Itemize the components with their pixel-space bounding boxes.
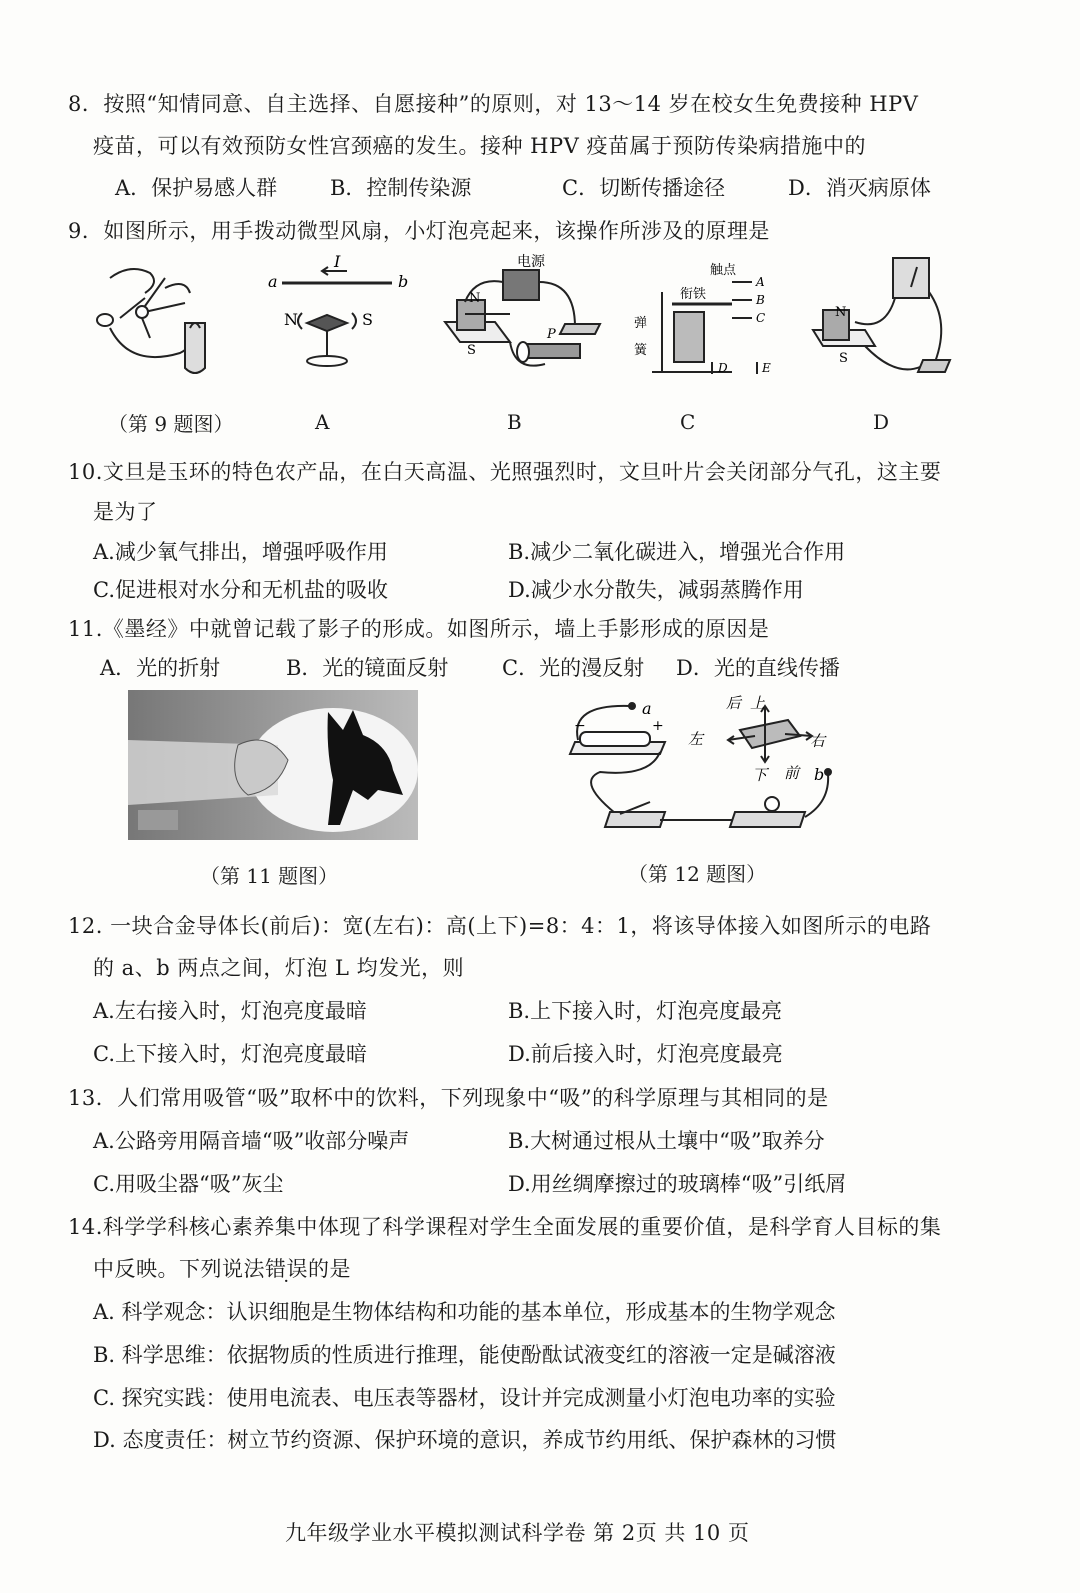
fig-a-label-s: S xyxy=(362,310,373,329)
fig-c-label-e: E xyxy=(762,361,771,375)
q12-label-b: b xyxy=(814,765,825,784)
q12-label-minus: − xyxy=(574,718,586,734)
q12-option-c: C.上下接入时，灯泡亮度最暗 xyxy=(93,1042,367,1066)
q8-option-a: A．保护易感人群 xyxy=(115,176,278,200)
q12-label-up: 上 xyxy=(750,694,766,712)
q12-caption: （第 12 题图） xyxy=(628,862,767,886)
q10-stem-line2: 是为了 xyxy=(93,500,158,524)
q14-stem-pre: 中反映。下列说法 xyxy=(93,1257,265,1281)
q13-option-c: C.用吸尘器“吸”灰尘 xyxy=(93,1172,284,1196)
fig-a-label-i: I xyxy=(334,255,341,271)
q8-option-b: B．控制传染源 xyxy=(330,176,472,200)
fig-b-label-n: N xyxy=(469,291,481,306)
fig-c-label-spring2: 簧 xyxy=(634,343,648,358)
q14-emphasis-wrong: 错误 xyxy=(265,1257,308,1281)
q14-option-a: A. 科学观念：认识细胞是生物体结构和功能的基本单位，形成基本的生物学观念 xyxy=(93,1300,836,1324)
q14-option-c: C. 探究实践：使用电流表、电压表等器材，设计并完成测量小灯泡电功率的实验 xyxy=(93,1386,836,1410)
q10-option-d: D.减少水分散失，减弱蒸腾作用 xyxy=(508,578,804,602)
fig-a-label-a: a xyxy=(268,272,278,291)
fig-b-label-s: S xyxy=(467,343,476,358)
q9-figure-d xyxy=(805,252,955,387)
fig-a-label-b: b xyxy=(398,272,409,291)
q12-option-b: B.上下接入时，灯泡亮度最亮 xyxy=(508,999,783,1023)
q8-stem-line1: 8．按照“知情同意、自主选择、自愿接种”的原则，对 13～14 岁在校女生免费接种 HPV xyxy=(68,92,919,116)
q8-stem-line2: 疫苗，可以有效预防女性宫颈癌的发生。接种 HPV 疫苗属于预防传染病措施中的 xyxy=(93,134,866,158)
q12-label-back: 后 xyxy=(726,694,742,712)
q11-option-c: C．光的漫反射 xyxy=(502,656,645,680)
fig-c-label-b: B xyxy=(756,293,765,307)
q9-figure-b xyxy=(435,252,610,382)
q10-option-a: A.减少氧气排出，增强呼吸作用 xyxy=(93,540,388,564)
fig-d-label-n: N xyxy=(835,305,847,320)
q9-figure-c-label: C xyxy=(680,410,696,434)
q11-option-a: A．光的折射 xyxy=(100,656,221,680)
q13-option-a: A.公路旁用隔音墙“吸”收部分噪声 xyxy=(93,1129,410,1153)
q9-figure-a xyxy=(262,255,412,375)
q8-option-c: C．切断传播途径 xyxy=(562,176,726,200)
q12-label-down: 下 xyxy=(752,766,768,784)
q14-option-d: D. 态度责任：树立节约资源、保护环境的意识，养成节约用纸、保护森林的习惯 xyxy=(93,1428,837,1452)
q11-caption: （第 11 题图） xyxy=(200,864,339,888)
q12-label-left: 左 xyxy=(688,730,704,748)
q11-stem: 11.《墨经》中就曾记载了影子的形成。如图所示，墙上手影形成的原因是 xyxy=(68,617,770,641)
q10-option-c: C.促进根对水分和无机盐的吸收 xyxy=(93,578,388,602)
page-footer: 九年级学业水平模拟测试科学卷 第 2页 共 10 页 xyxy=(285,1521,750,1545)
fig-b-label-p: P xyxy=(547,327,556,342)
q12-stem-line2: 的 a、b 两点之间，灯泡 L 均发光，则 xyxy=(93,956,465,980)
hand-shadow-image xyxy=(128,690,418,840)
q11-option-d: D．光的直线传播 xyxy=(676,656,840,680)
q9-figure-a-label: A xyxy=(315,410,330,434)
q13-stem: 13．人们常用吸管“吸”取杯中的饮料，下列现象中“吸”的科学原理与其相同的是 xyxy=(68,1086,829,1110)
q12-circuit-figure xyxy=(560,692,850,837)
q12-label-right: 右 xyxy=(810,732,826,750)
q9-stem: 9．如图所示，用手拨动微型风扇，小灯泡亮起来，该操作所涉及的原理是 xyxy=(68,219,770,243)
q10-stem-line1: 10.文旦是玉环的特色农产品，在白天高温、光照强烈时，文旦叶片会关闭部分气孔，这主要 xyxy=(68,460,942,484)
q12-label-a: a xyxy=(642,699,652,718)
q12-stem-line1: 12. 一块合金导体长(前后)：宽(左右)：高(上下)=8：4：1，将该导体接入如图所示的电路 xyxy=(68,914,932,938)
q13-option-d: D.用丝绸摩擦过的玻璃棒“吸”引纸屑 xyxy=(508,1172,847,1196)
fig-b-label-power: 电源 xyxy=(517,254,545,270)
q10-option-b: B.减少二氧化碳进入，增强光合作用 xyxy=(508,540,846,564)
fig-a-label-n: N xyxy=(284,310,298,329)
fig-c-label-a: A xyxy=(756,275,765,289)
q12-option-d: D.前后接入时，灯泡亮度最亮 xyxy=(508,1042,783,1066)
q12-label-plus: + xyxy=(652,718,664,734)
q14-stem-line1: 14.科学学科核心素养集中体现了科学课程对学生全面发展的重要价值，是科学育人目标的集 xyxy=(68,1215,942,1239)
q14-option-b: B. 科学思维：依据物质的性质进行推理，能使酚酞试液变红的溶液一定是碱溶液 xyxy=(93,1343,836,1367)
fig-c-label-contact: 触点 xyxy=(710,263,737,278)
q9-figure-b-label: B xyxy=(507,410,522,434)
q12-option-a: A.左右接入时，灯泡亮度最暗 xyxy=(93,999,367,1023)
q14-stem-line2 xyxy=(93,1253,351,1283)
q9-caption: （第 9 题图） xyxy=(108,412,234,436)
q8-option-d: D．消灭病原体 xyxy=(788,176,931,200)
fig-c-label-d: D xyxy=(718,361,728,375)
q9-figure-d-label: D xyxy=(873,410,890,434)
fig-c-label-c: C xyxy=(756,311,766,325)
q11-option-b: B．光的镜面反射 xyxy=(286,656,449,680)
q13-option-b: B.大树通过根从土壤中“吸”取养分 xyxy=(508,1129,825,1153)
fig-d-label-s: S xyxy=(839,351,848,366)
fig-c-label-iron: 衔铁 xyxy=(680,287,707,302)
q12-label-front: 前 xyxy=(784,764,800,782)
q9-fan-figure xyxy=(90,258,230,388)
q14-stem-post: 的是 xyxy=(308,1257,351,1281)
fig-c-label-spring1: 弹 xyxy=(634,316,648,331)
q9-figure-c xyxy=(632,262,782,382)
